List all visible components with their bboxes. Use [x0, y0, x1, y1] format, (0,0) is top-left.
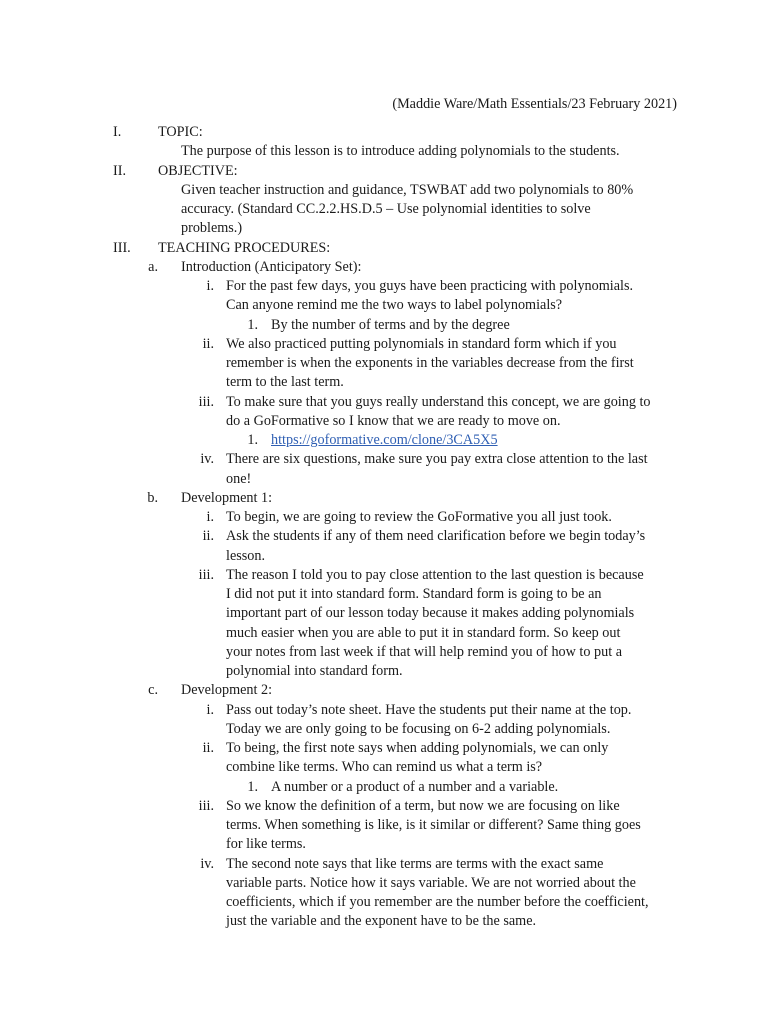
item-numeral: iii. — [198, 566, 214, 583]
item-numeral: iv. — [200, 855, 214, 872]
item-text: term to the last term. — [226, 374, 344, 391]
item-text: Ask the students if any of them need clarification before we begin today’s — [226, 528, 646, 545]
item-text: combine like terms. Who can remind us what a term is? — [226, 759, 543, 776]
subitem-number: 1. — [247, 316, 258, 333]
item-text: Can anyone remind me the two ways to label polynomials? — [226, 297, 563, 314]
procedure-title: Development 1: — [181, 489, 273, 506]
document-header: (Maddie Ware/Math Essentials/23 February 2021) — [392, 96, 677, 112]
subitem-number: 1. — [247, 778, 258, 795]
item-text: coefficients, which if you remember are the number before the coefficient, — [226, 894, 649, 910]
section-title: TOPIC: — [158, 124, 203, 140]
procedure-letter: a. — [148, 258, 158, 275]
procedure-letter: b. — [147, 489, 158, 506]
item-text: To being, the first note says when adding polynomials, we can only — [226, 740, 609, 756]
item-text: Pass out today’s note sheet. Have the students put their name at the top. — [226, 701, 632, 718]
item-numeral: iii. — [198, 797, 214, 814]
item-text: I did not put it into standard form. Standard form is going to be an — [226, 586, 602, 602]
subitem-text: By the number of terms and by the degree — [271, 316, 510, 333]
item-text: To begin, we are going to review the GoFormative you all just took. — [226, 509, 612, 525]
item-text: just the variable and the exponent have to be the same. — [226, 913, 537, 930]
subitem-number: 1. — [247, 432, 258, 448]
item-text: There are six questions, make sure you pay extra close attention to the last — [226, 451, 648, 468]
item-text: So we know the definition of a term, but now we are focusing on like — [226, 797, 620, 814]
item-numeral: i. — [206, 701, 214, 718]
item-numeral: i. — [206, 278, 214, 294]
item-text: polynomial into standard form. — [226, 663, 403, 679]
item-text: terms. When something is like, is it similar or different? Same thing goes — [226, 817, 641, 833]
item-text: much easier when you are able to put it in standard form. So keep out — [226, 624, 621, 641]
item-text: The second note says that like terms are terms with the exact same — [226, 855, 604, 872]
item-numeral: i. — [206, 509, 214, 525]
procedure-letter: c. — [148, 682, 158, 699]
item-text: For the past few days, you guys have been practicing with polynomials. — [226, 278, 634, 294]
procedure-title: Introduction (Anticipatory Set): — [181, 258, 362, 275]
section-title: TEACHING PROCEDURES: — [158, 239, 331, 256]
item-numeral: ii. — [202, 740, 214, 756]
item-text: Today we are only going to be focusing on 6-2 adding polynomials. — [226, 720, 611, 737]
item-text: remember is when the exponents in the variables decrease from the first — [226, 355, 634, 371]
section-title: OBJECTIVE: — [158, 162, 238, 179]
subitem-text: A number or a product of a number and a variable. — [271, 778, 559, 795]
section-text: accuracy. (Standard CC.2.2.HS.D.5 – Use polynomial identities to solve — [181, 201, 591, 217]
item-text: important part of our lesson today because it makes adding polynomials — [226, 605, 635, 622]
formative-link[interactable]: https://goformative.com/clone/3CA5X5 — [271, 432, 498, 448]
section-text: Given teacher instruction and guidance, TSWBAT add two polynomials to 80% — [181, 181, 634, 198]
section-numeral: III. — [113, 239, 131, 256]
section-text: problems.) — [181, 220, 243, 237]
item-text: We also practiced putting polynomials in standard form which if you — [226, 335, 617, 352]
section-numeral: I. — [113, 124, 122, 140]
item-text: lesson. — [226, 547, 266, 564]
item-numeral: iv. — [200, 451, 214, 468]
item-text: variable parts. Notice how it says variable. We are not worried about the — [226, 874, 636, 891]
item-text: do a GoFormative so I know that we are ready to move on. — [226, 412, 561, 429]
section-numeral: II. — [113, 162, 126, 179]
item-numeral: iii. — [198, 393, 214, 410]
item-numeral: ii. — [202, 528, 214, 545]
procedure-title: Development 2: — [181, 682, 273, 699]
item-text: one! — [226, 470, 252, 487]
item-text: your notes from last week if that will help remind you of how to put a — [226, 643, 622, 660]
section-text: The purpose of this lesson is to introduce adding polynomials to the students. — [181, 143, 620, 160]
item-text: The reason I told you to pay close attention to the last question is because — [226, 566, 644, 583]
item-numeral: ii. — [202, 335, 214, 352]
item-text: for like terms. — [226, 836, 306, 853]
item-text: To make sure that you guys really understand this concept, we are going to — [226, 393, 651, 410]
